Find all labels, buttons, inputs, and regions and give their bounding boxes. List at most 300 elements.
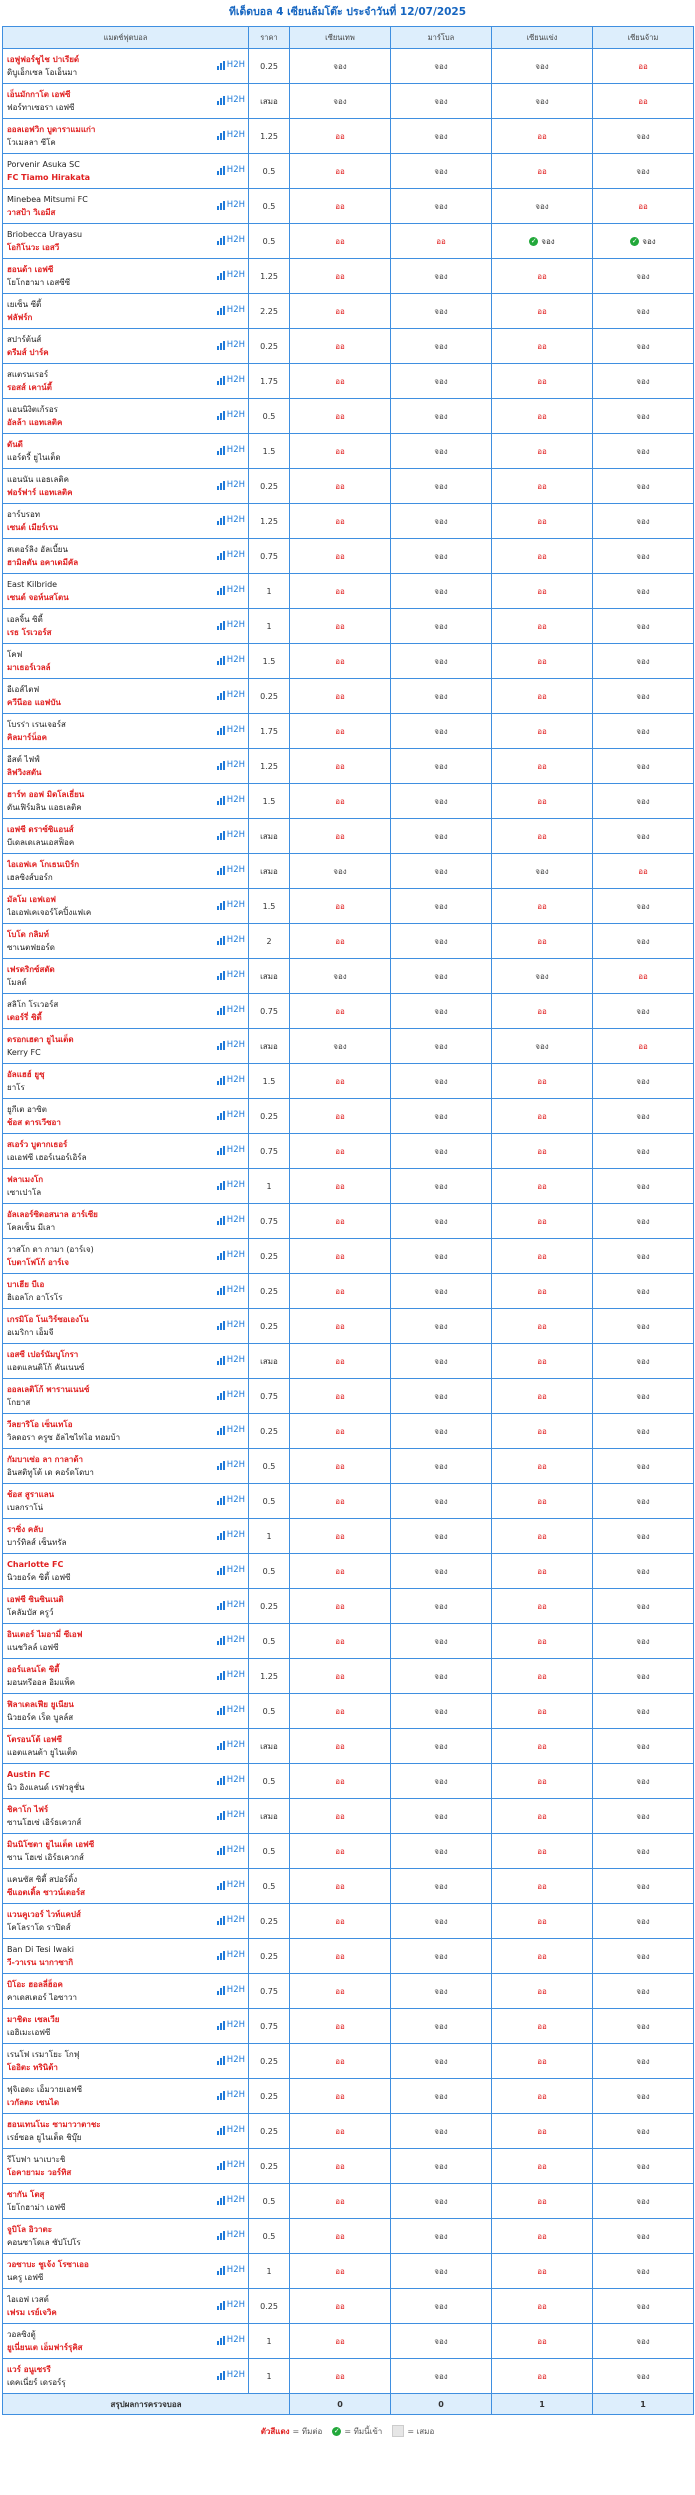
h2h-link[interactable]: [217, 2125, 245, 2135]
home-team: อินเตอร์ ไมอามี่ ซีเอฟ: [7, 1630, 83, 1639]
h2h-link[interactable]: [217, 1670, 245, 1680]
result-text: จอง: [636, 1776, 650, 1786]
tip-result-3: [492, 154, 593, 189]
h2h-label: H2H: [226, 1985, 245, 1995]
away-team: ซานโฮเซ่ เอิร์ธเควกส์: [7, 1818, 82, 1827]
tip-result-1: [290, 679, 391, 714]
result-text: จอง: [434, 831, 448, 841]
away-team: ช้อส ดารเวีซอา: [7, 1118, 61, 1127]
away-team: ซาเนตฟยอร์ด: [7, 943, 55, 952]
h2h-link[interactable]: [217, 1565, 245, 1575]
tip-result-2: [391, 1729, 492, 1764]
result-text: ออ: [335, 691, 345, 701]
h2h-link[interactable]: [217, 2370, 245, 2380]
tip-result-1: [290, 434, 391, 469]
tip-result-3: [492, 1939, 593, 1974]
result-text: ออ: [638, 971, 648, 981]
result-text: ออ: [335, 1531, 345, 1541]
away-team: แอตแลนติโก้ คันเนนซ์: [7, 1363, 85, 1372]
bar-chart-icon: [217, 1181, 225, 1190]
h2h-link[interactable]: [217, 2090, 245, 2100]
tip-result-2: [391, 2044, 492, 2079]
h2h-link[interactable]: [217, 865, 245, 875]
match-cell: [3, 2079, 249, 2114]
tip-result-1: [290, 819, 391, 854]
result-text: จอง: [636, 691, 650, 701]
away-team: โคโลราโด ราปิดส์: [7, 1923, 71, 1932]
tip-result-4: [593, 2289, 694, 2324]
table-row: [3, 819, 694, 854]
h2h-link[interactable]: [217, 340, 245, 350]
h2h-link[interactable]: [217, 95, 245, 105]
h2h-link[interactable]: [217, 550, 245, 560]
tip-result-4: [593, 2044, 694, 2079]
table-row: [3, 2009, 694, 2044]
result-text: จอง: [636, 551, 650, 561]
h2h-label: H2H: [226, 1320, 245, 1330]
h2h-label: H2H: [226, 1040, 245, 1050]
away-team: โบตาโฟโก้ อาร์เจ: [7, 1258, 69, 1267]
h2h-link[interactable]: [217, 830, 245, 840]
h2h-link[interactable]: [217, 305, 245, 315]
table-row: [3, 364, 694, 399]
tip-result-4: [593, 399, 694, 434]
result-text: ออ: [638, 96, 648, 106]
home-team: มัลโม เอฟเอฟ: [7, 895, 56, 904]
table-row: [3, 154, 694, 189]
h2h-link[interactable]: [217, 1985, 245, 1995]
result-text: ออ: [335, 936, 345, 946]
h2h-link[interactable]: [217, 1145, 245, 1155]
result-text: ออ: [335, 726, 345, 736]
summary-tipster-2: 0: [391, 2394, 492, 2415]
odds-cell: 0.5: [249, 1624, 290, 1659]
match-cell: [3, 574, 249, 609]
h2h-link[interactable]: [217, 2195, 245, 2205]
tip-result-3: [492, 1344, 593, 1379]
h2h-link[interactable]: [217, 1075, 245, 1085]
h2h-link[interactable]: [217, 970, 245, 980]
result-text: ออ: [436, 236, 446, 246]
h2h-link[interactable]: [217, 375, 245, 385]
result-text: จอง: [636, 1181, 650, 1191]
result-text: ออ: [537, 306, 547, 316]
home-team: เฟรดริกซ์สตัด: [7, 965, 55, 974]
tip-result-1: [290, 1834, 391, 1869]
match-cell: [3, 1484, 249, 1519]
result-text: ออ: [335, 2056, 345, 2066]
home-team: ไอเอฟ เวสต์: [7, 2295, 49, 2304]
odds-cell: 0.5: [249, 1554, 290, 1589]
table-row: [3, 84, 694, 119]
result-text: ออ: [537, 1391, 547, 1401]
tip-result-4: [593, 2254, 694, 2289]
home-team: เกรมิโอ โนเวิร์ซอเองโน: [7, 1315, 89, 1324]
h2h-link[interactable]: [217, 935, 245, 945]
odds-cell: 0.5: [249, 1484, 290, 1519]
result-text: ออ: [335, 831, 345, 841]
result-text: จอง: [434, 901, 448, 911]
bar-chart-icon: [217, 376, 225, 385]
h2h-link[interactable]: [217, 1180, 245, 1190]
match-cell: [3, 1764, 249, 1799]
tip-result-3: [492, 1379, 593, 1414]
h2h-link[interactable]: [217, 795, 245, 805]
result-text: ออ: [537, 1741, 547, 1751]
match-cell: [3, 1379, 249, 1414]
result-text: จอง: [636, 2301, 650, 2311]
legend: [0, 2419, 695, 2443]
odds-cell: 1.75: [249, 364, 290, 399]
h2h-link[interactable]: [217, 1950, 245, 1960]
away-team: โคลเซ็น มีเลา: [7, 1223, 56, 1232]
odds-cell: 1: [249, 609, 290, 644]
table-row: [3, 1239, 694, 1274]
bar-chart-icon: [217, 1706, 225, 1715]
h2h-link[interactable]: [217, 1320, 245, 1330]
tip-result-2: [391, 1554, 492, 1589]
legend-fav-text: = ทีมต่อ: [292, 2426, 323, 2436]
match-cell: [3, 2149, 249, 2184]
result-text: ออ: [335, 586, 345, 596]
match-cell: [3, 609, 249, 644]
tip-result-1: [290, 1029, 391, 1064]
table-row: [3, 1414, 694, 1449]
result-text: จอง: [434, 166, 448, 176]
h2h-link[interactable]: [217, 2335, 245, 2345]
h2h-link[interactable]: [217, 690, 245, 700]
bar-chart-icon: [217, 936, 225, 945]
result-text: จอง: [535, 1041, 549, 1051]
result-text: จอง: [636, 796, 650, 806]
bar-chart-icon: [217, 1391, 225, 1400]
bar-chart-icon: [217, 551, 225, 560]
match-cell: [3, 1904, 249, 1939]
h2h-link[interactable]: [217, 1495, 245, 1505]
odds-cell: 0.5: [249, 1869, 290, 1904]
tip-result-4: [593, 924, 694, 959]
h2h-label: H2H: [226, 1670, 245, 1680]
home-team: ดรอกเฮดา ยูไนเต็ด: [7, 1035, 74, 1044]
result-text: จอง: [636, 761, 650, 771]
odds-cell: 1.5: [249, 434, 290, 469]
h2h-link[interactable]: [217, 1005, 245, 1015]
table-row: [3, 1974, 694, 2009]
tip-result-4: [593, 2079, 694, 2114]
match-cell: [3, 1834, 249, 1869]
tip-result-4: [593, 119, 694, 154]
odds-cell: เสมอ: [249, 1799, 290, 1834]
tip-result-3: [492, 469, 593, 504]
h2h-link[interactable]: [217, 515, 245, 525]
h2h-link[interactable]: [217, 1810, 245, 1820]
h2h-link[interactable]: [217, 2020, 245, 2030]
result-text: ออ: [537, 1146, 547, 1156]
tip-result-3: [492, 1554, 593, 1589]
h2h-link[interactable]: [217, 1355, 245, 1365]
bar-chart-icon: [217, 1566, 225, 1575]
tip-result-2: [391, 609, 492, 644]
result-text: จอง: [434, 2371, 448, 2381]
header-tipster-4: เซียนจ้าม: [593, 27, 694, 49]
result-text: ออ: [335, 656, 345, 666]
tip-result-2: [391, 1099, 492, 1134]
h2h-link[interactable]: [217, 1600, 245, 1610]
tip-result-2: [391, 2149, 492, 2184]
result-text: ออ: [335, 1566, 345, 1576]
bar-chart-icon: [217, 1426, 225, 1435]
result-text: จอง: [636, 341, 650, 351]
h2h-link[interactable]: [217, 130, 245, 140]
table-row: [3, 49, 694, 84]
home-team: วีลยาริโอ เซ็นเทโอ: [7, 1420, 73, 1429]
h2h-label: H2H: [226, 1285, 245, 1295]
result-text: จอง: [636, 516, 650, 526]
bar-chart-icon: [217, 726, 225, 735]
h2h-link[interactable]: [217, 1740, 245, 1750]
h2h-label: H2H: [226, 725, 245, 735]
match-cell: [3, 469, 249, 504]
h2h-link[interactable]: [217, 1915, 245, 1925]
tip-result-2: [391, 154, 492, 189]
odds-cell: เสมอ: [249, 84, 290, 119]
odds-cell: 0.75: [249, 994, 290, 1029]
tip-result-2: [391, 2289, 492, 2324]
tip-result-4: [593, 434, 694, 469]
tip-result-4: [593, 2149, 694, 2184]
bar-chart-icon: [217, 1986, 225, 1995]
h2h-link[interactable]: [217, 620, 245, 630]
match-cell: [3, 189, 249, 224]
h2h-label: H2H: [226, 1495, 245, 1505]
result-text: จอง: [434, 761, 448, 771]
h2h-link[interactable]: [217, 1705, 245, 1715]
h2h-link[interactable]: [217, 1635, 245, 1645]
bar-chart-icon: [217, 1216, 225, 1225]
result-text: จอง: [636, 131, 650, 141]
h2h-link[interactable]: [217, 1775, 245, 1785]
h2h-link[interactable]: [217, 60, 245, 70]
away-team: ควีนีออ แอฟบัน: [7, 698, 61, 707]
odds-cell: 1.25: [249, 1659, 290, 1694]
tip-result-2: [391, 714, 492, 749]
h2h-label: H2H: [226, 620, 245, 630]
h2h-link[interactable]: [217, 1460, 245, 1470]
h2h-link[interactable]: [217, 585, 245, 595]
odds-cell: 1.25: [249, 504, 290, 539]
h2h-label: H2H: [226, 1355, 245, 1365]
h2h-label: H2H: [226, 2125, 245, 2135]
tip-result-2: [391, 819, 492, 854]
match-cell: [3, 154, 249, 189]
h2h-link[interactable]: [217, 1110, 245, 1120]
bar-chart-icon: [217, 1846, 225, 1855]
tip-result-2: [391, 224, 492, 259]
tip-result-3: [492, 2009, 593, 2044]
bar-chart-icon: [217, 61, 225, 70]
away-team: อเมริกา เอ็มจี: [7, 1328, 54, 1337]
tip-result-3: [492, 1484, 593, 1519]
h2h-link[interactable]: [217, 2055, 245, 2065]
h2h-link[interactable]: [217, 1215, 245, 1225]
result-text: ออ: [537, 2056, 547, 2066]
match-cell: [3, 959, 249, 994]
tip-result-4: [593, 224, 694, 259]
tip-result-1: [290, 1904, 391, 1939]
h2h-link[interactable]: [217, 1250, 245, 1260]
h2h-label: H2H: [226, 655, 245, 665]
home-team: แคนซัส ซิตี้ สปอร์ติ้ง: [7, 1875, 78, 1884]
h2h-link[interactable]: [217, 1390, 245, 1400]
result-text: ออ: [537, 2231, 547, 2241]
h2h-link[interactable]: [217, 2265, 245, 2275]
tip-result-3: [492, 1239, 593, 1274]
odds-cell: 0.25: [249, 1239, 290, 1274]
h2h-link[interactable]: [217, 165, 245, 175]
table-row: [3, 539, 694, 574]
h2h-link[interactable]: [217, 900, 245, 910]
away-team: มาเธอร์เวลล์: [7, 663, 51, 672]
odds-cell: 0.5: [249, 2219, 290, 2254]
result-text: จอง: [535, 96, 549, 106]
h2h-link[interactable]: [217, 270, 245, 280]
tip-result-3: [492, 784, 593, 819]
tip-result-1: [290, 2219, 391, 2254]
home-team: Austin FC: [7, 1770, 51, 1779]
odds-cell: 1: [249, 2359, 290, 2394]
result-text: ออ: [335, 2021, 345, 2031]
tip-result-1: [290, 2009, 391, 2044]
h2h-link[interactable]: [217, 2230, 245, 2240]
tip-result-2: [391, 2324, 492, 2359]
h2h-link[interactable]: [217, 2160, 245, 2170]
header-tipster-3: เซียนแข่ง: [492, 27, 593, 49]
tip-result-3: [492, 1869, 593, 1904]
match-cell: [3, 1169, 249, 1204]
tip-result-3: [492, 1449, 593, 1484]
result-text: จอง: [434, 2266, 448, 2276]
tip-result-1: [290, 1659, 391, 1694]
tip-result-3: [492, 2184, 593, 2219]
h2h-link[interactable]: [217, 655, 245, 665]
odds-cell: 0.25: [249, 1274, 290, 1309]
h2h-link[interactable]: [217, 1845, 245, 1855]
odds-cell: 0.25: [249, 1099, 290, 1134]
tip-result-1: [290, 2149, 391, 2184]
result-text: ออ: [335, 796, 345, 806]
match-cell: [3, 504, 249, 539]
odds-cell: 0.5: [249, 224, 290, 259]
result-text: จอง: [636, 271, 650, 281]
bar-chart-icon: [217, 2196, 225, 2205]
home-team: สเตอร์ลิง อัลเบี้ยน: [7, 545, 68, 554]
table-row: [3, 574, 694, 609]
result-text: จอง: [434, 1181, 448, 1191]
result-text: ออ: [537, 376, 547, 386]
bar-chart-icon: [217, 2056, 225, 2065]
header-tipster-1: เซียนเทพ: [290, 27, 391, 49]
h2h-link[interactable]: [217, 445, 245, 455]
bar-chart-icon: [217, 1041, 225, 1050]
tip-result-2: [391, 1974, 492, 2009]
tip-result-3: [492, 119, 593, 154]
h2h-link[interactable]: [217, 480, 245, 490]
odds-cell: 1.25: [249, 259, 290, 294]
result-text: จอง: [636, 1846, 650, 1856]
h2h-link[interactable]: [217, 2300, 245, 2310]
odds-cell: 2: [249, 924, 290, 959]
match-cell: [3, 1414, 249, 1449]
tip-result-1: [290, 49, 391, 84]
result-text: จอง: [636, 1881, 650, 1891]
h2h-link[interactable]: [217, 725, 245, 735]
tip-result-4: [593, 644, 694, 679]
tip-result-2: [391, 119, 492, 154]
h2h-link[interactable]: [217, 760, 245, 770]
h2h-link[interactable]: [217, 235, 245, 245]
tip-result-3: [492, 749, 593, 784]
result-text: จอง: [636, 1216, 650, 1226]
tip-result-4: [593, 1379, 694, 1414]
result-text: ออ: [537, 2126, 547, 2136]
table-row: [3, 224, 694, 259]
bar-chart-icon: [217, 2266, 225, 2275]
result-text: จอง: [434, 411, 448, 421]
h2h-label: H2H: [226, 935, 245, 945]
result-text: ออ: [335, 1846, 345, 1856]
h2h-link[interactable]: [217, 1040, 245, 1050]
odds-cell: 1.25: [249, 749, 290, 784]
h2h-label: H2H: [226, 2300, 245, 2310]
tip-result-1: [290, 364, 391, 399]
away-team: ดรีมส์ ปาร์ค: [7, 348, 49, 357]
tip-result-1: [290, 2079, 391, 2114]
result-text: จอง: [434, 1461, 448, 1471]
match-cell: [3, 1694, 249, 1729]
bar-chart-icon: [217, 971, 225, 980]
bar-chart-icon: [217, 1811, 225, 1820]
bar-chart-icon: [217, 1356, 225, 1365]
tip-result-4: [593, 2009, 694, 2044]
table-row: [3, 1484, 694, 1519]
h2h-label: H2H: [226, 305, 245, 315]
result-text: จอง: [434, 1321, 448, 1331]
result-text: จอง: [636, 1006, 650, 1016]
table-row: [3, 2149, 694, 2184]
h2h-link[interactable]: [217, 1425, 245, 1435]
tip-result-3: [492, 539, 593, 574]
h2h-link[interactable]: [217, 1530, 245, 1540]
home-team: โตรอนโต้ เอฟซี: [7, 1735, 62, 1744]
h2h-label: H2H: [226, 1425, 245, 1435]
result-text: จอง: [434, 796, 448, 806]
tip-result-4: [593, 714, 694, 749]
result-text: จอง: [434, 131, 448, 141]
table-row: [3, 679, 694, 714]
h2h-link[interactable]: [217, 410, 245, 420]
odds-cell: 0.25: [249, 1904, 290, 1939]
home-team: แวนคูเวอร์ ไวท์แคปส์: [7, 1910, 81, 1919]
h2h-link[interactable]: [217, 1285, 245, 1295]
result-text: จอง: [636, 1426, 650, 1436]
tip-result-2: [391, 889, 492, 924]
h2h-link[interactable]: [217, 1880, 245, 1890]
h2h-link[interactable]: [217, 200, 245, 210]
away-team: เฮลซิงส์บอร์ก: [7, 873, 53, 882]
odds-cell: 0.5: [249, 1449, 290, 1484]
tip-result-4: [593, 1274, 694, 1309]
result-text: จอง: [434, 1776, 448, 1786]
